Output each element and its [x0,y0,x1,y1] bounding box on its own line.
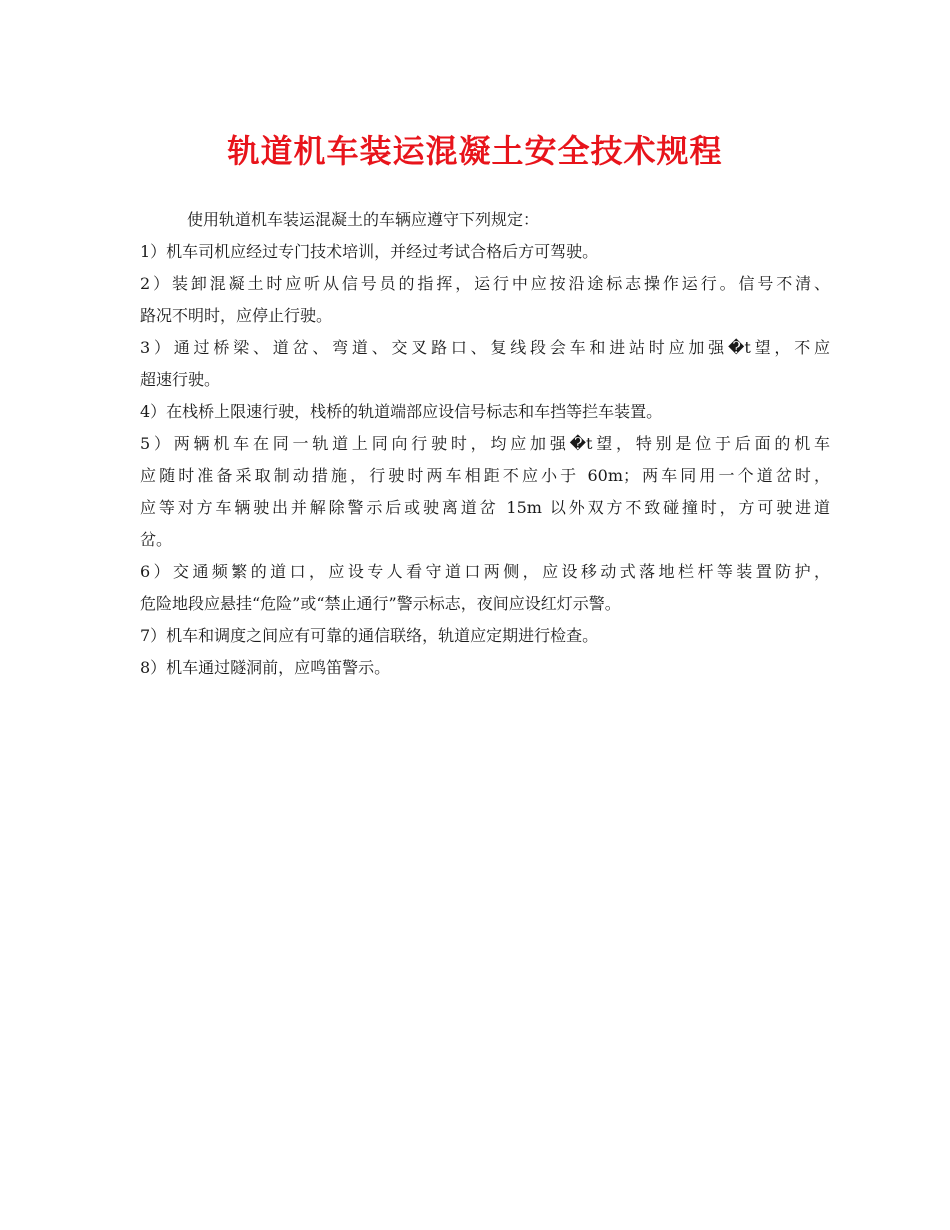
rule-3-line-1: 3）通过桥梁、道岔、弯道、交叉路口、复线段会车和进站时应加强�t望，不应 [140,338,830,357]
rule-7: 7）机车和调度之间应有可靠的通信联络，轨道应定期进行检查。 [140,626,599,645]
rule-3-line-2: 超速行驶。 [140,370,221,389]
rule-5-line-2: 应随时准备采取制动措施，行驶时两车相距不应小于 60m；两车同用一个道岔时， [140,466,830,485]
rule-2-line-2: 路况不明时，应停止行驶。 [140,306,333,325]
document-title: 轨道机车装运混凝土安全技术规程 [227,132,723,170]
rule-1: 1）机车司机应经过专门技术培训，并经过考试合格后方可驾驶。 [140,242,599,261]
intro-paragraph: 使用轨道机车装运混凝土的车辆应遵守下列规定： [187,210,540,229]
rule-6-line-2: 危险地段应悬挂“危险”或“禁止通行”警示标志，夜间应设红灯示警。 [140,594,621,613]
rule-2-line-1: 2）装卸混凝土时应听从信号员的指挥，运行中应按沿途标志操作运行。信号不清、 [140,274,830,293]
rule-5-line-1: 5）两辆机车在同一轨道上同向行驶时，均应加强�t望，特别是位于后面的机车 [140,434,830,453]
rule-8: 8）机车通过隧洞前，应鸣笛警示。 [140,658,391,677]
document-body [140,204,830,684]
rule-6-line-1: 6）交通频繁的道口，应设专人看守道口两侧，应设移动式落地栏杆等装置防护， [140,562,830,581]
rule-5-line-3: 应等对方车辆驶出并解除警示后或驶离道岔 15m 以外双方不致碰撞时，方可驶进道 [140,498,830,517]
rule-5-line-4: 岔。 [140,530,173,549]
rule-4: 4）在栈桥上限速行驶，栈桥的轨道端部应设信号标志和车挡等拦车装置。 [140,402,663,421]
